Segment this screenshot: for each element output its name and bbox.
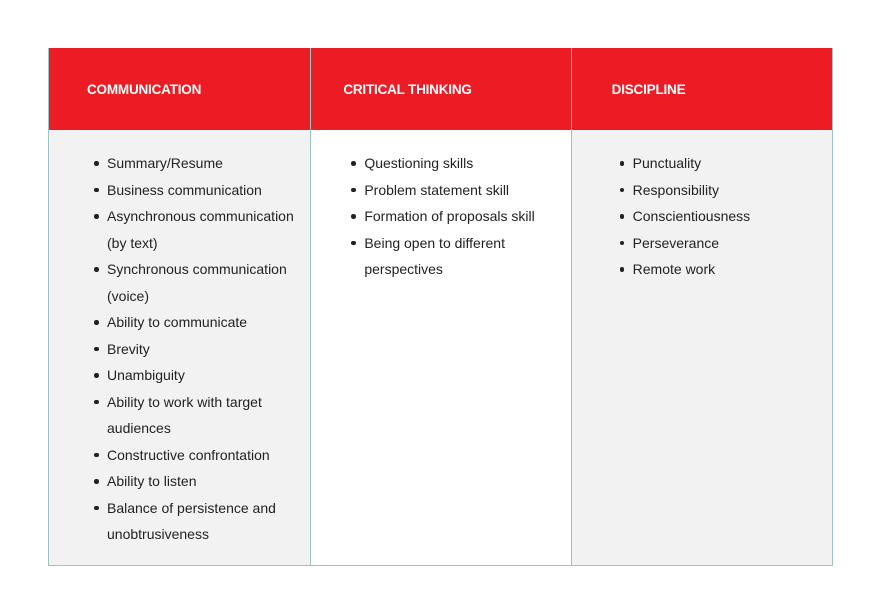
skill-list (572, 150, 832, 283)
list-item: Ability to communicate (107, 309, 300, 336)
list-item: Asynchronous communication (by text) (107, 203, 300, 256)
list-item: Business communication (107, 177, 300, 204)
list-item: Perseverance (633, 230, 822, 257)
list-item: Conscientiousness (633, 203, 822, 230)
column-communication (49, 48, 310, 565)
list-item: Ability to work with target audiences (107, 389, 300, 442)
list-item: Problem statement skill (364, 177, 554, 204)
column-header-label: COMMUNICATION (87, 81, 202, 97)
list-item: Ability to listen (107, 468, 300, 495)
list-item: Responsibility (633, 177, 822, 204)
list-item: Summary/Resume (107, 150, 300, 177)
list-item: Unambiguity (107, 362, 300, 389)
list-item: Constructive confrontation (107, 442, 300, 469)
skill-list (49, 150, 310, 548)
column-header-label: CRITICAL THINKING (343, 81, 472, 97)
list-item: Balance of persistence and unobtrusiveness (107, 495, 300, 548)
list-item: Being open to different perspectives (364, 230, 554, 283)
skills-table (48, 48, 833, 566)
column-discipline (571, 48, 832, 565)
list-item: Brevity (107, 336, 300, 363)
list-item: Remote work (633, 256, 822, 283)
column-header (49, 48, 310, 130)
list-item: Punctuality (633, 150, 822, 177)
column-critical-thinking (310, 48, 570, 565)
skill-list (311, 150, 570, 283)
list-item: Questioning skills (364, 150, 554, 177)
list-item: Synchronous communication (voice) (107, 256, 300, 309)
column-body (49, 130, 310, 565)
column-header-label: DISCIPLINE (611, 81, 686, 97)
column-body (572, 130, 832, 565)
column-header (572, 48, 832, 130)
column-header (311, 48, 570, 130)
list-item: Formation of proposals skill (364, 203, 554, 230)
column-body (311, 130, 570, 565)
